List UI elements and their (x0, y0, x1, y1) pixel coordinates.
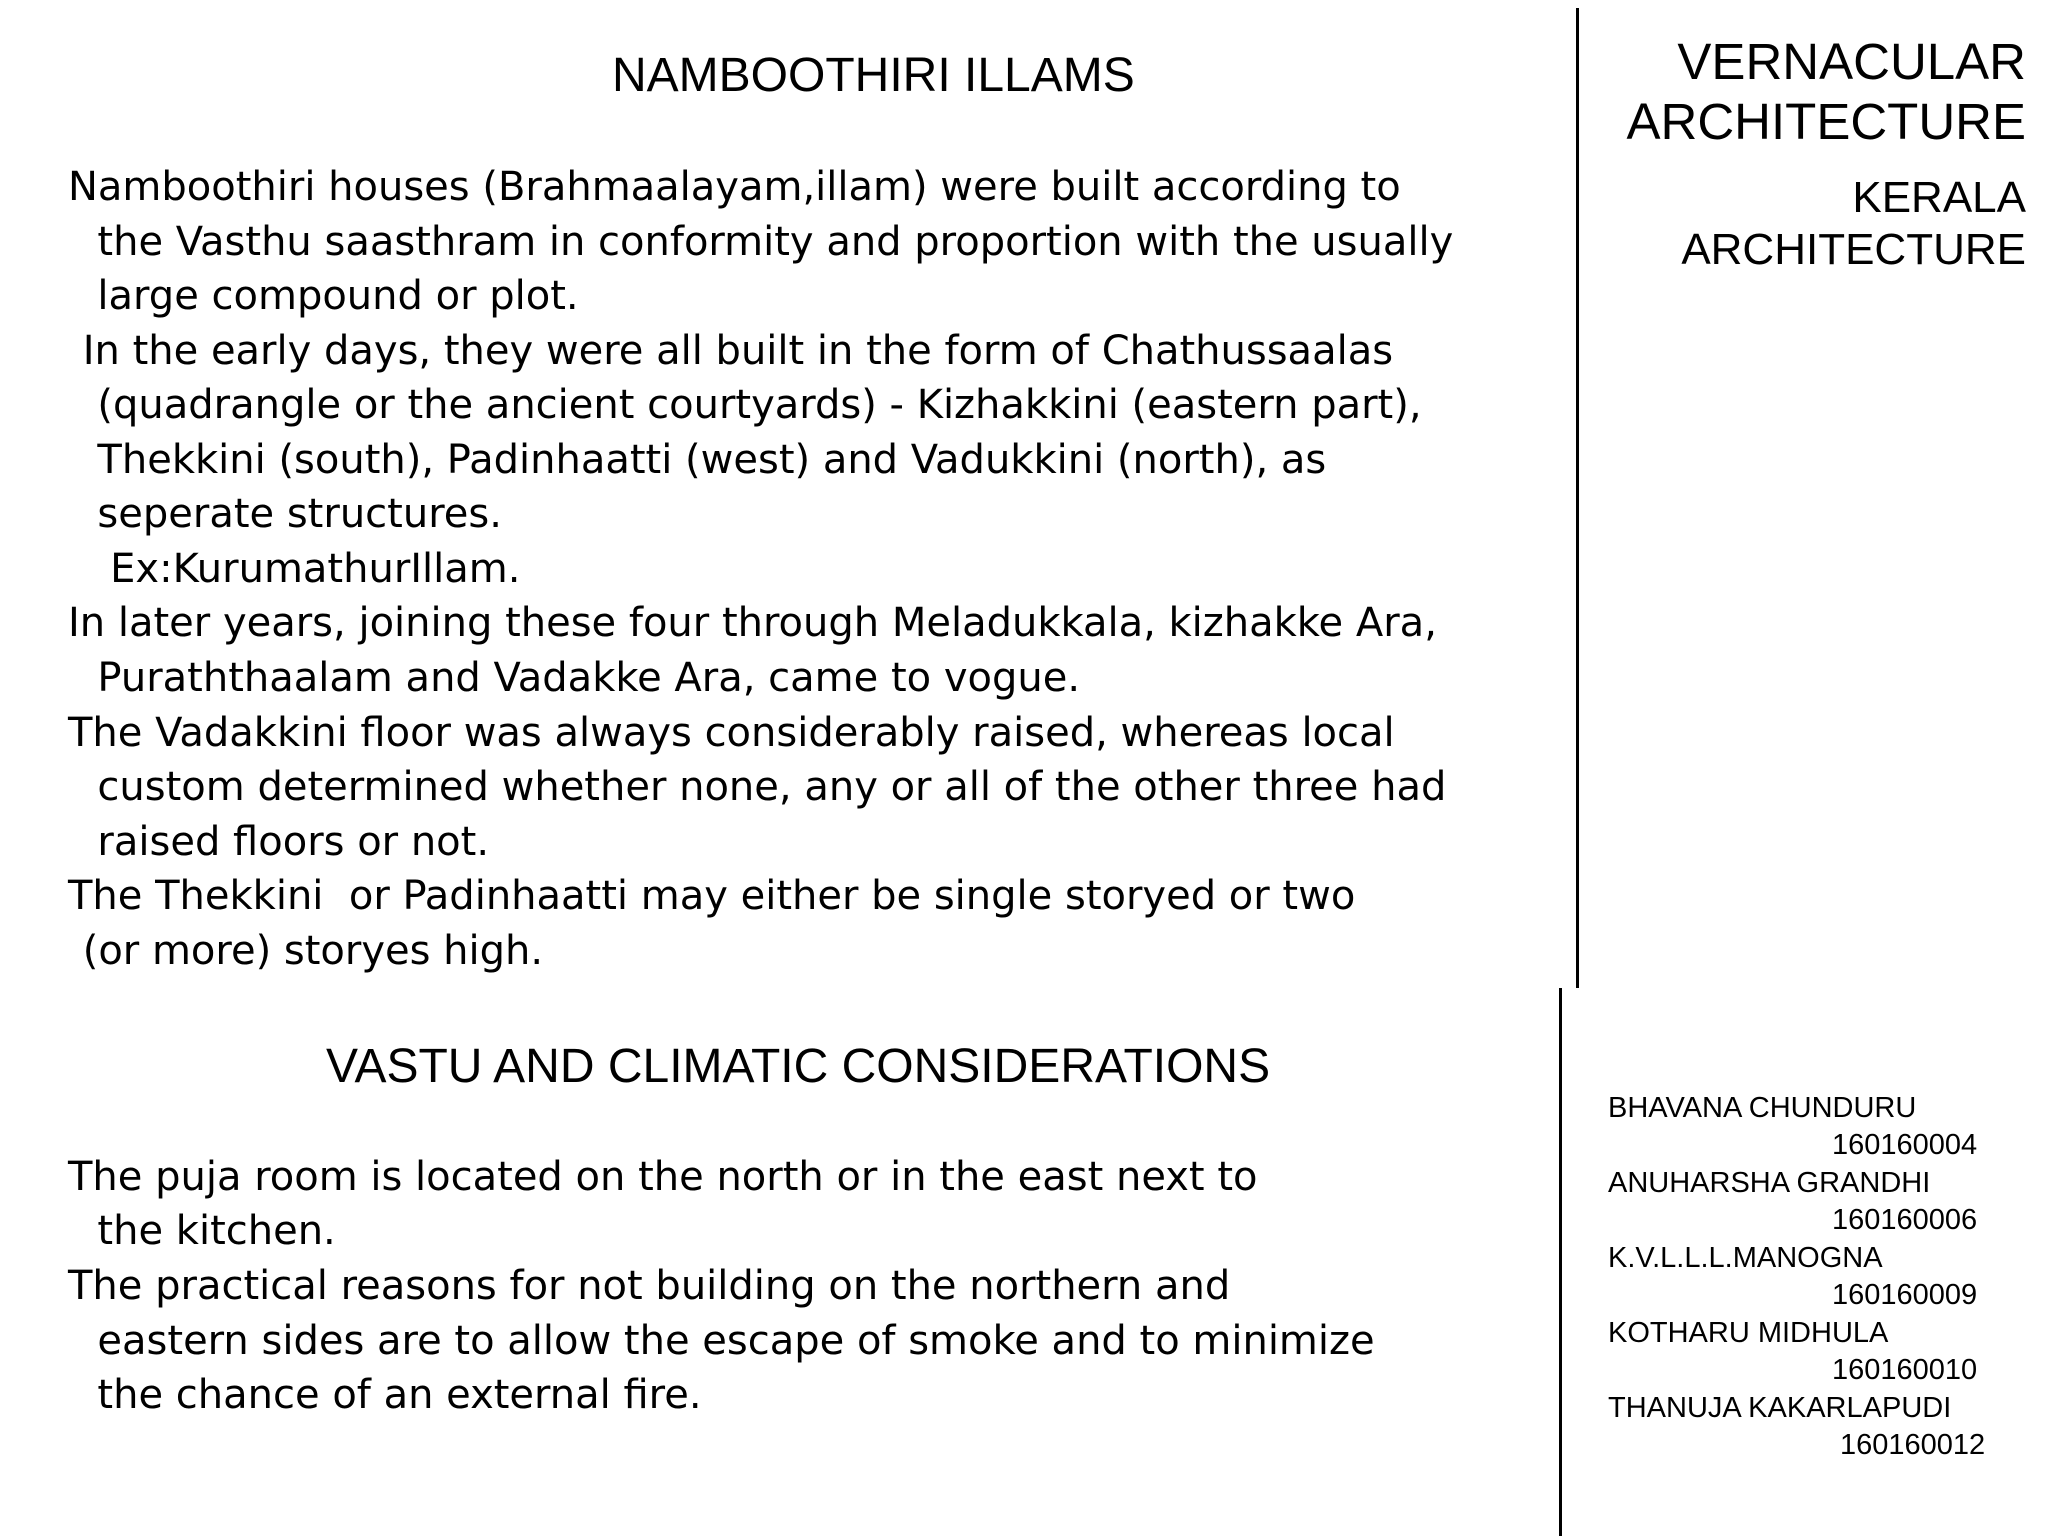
paragraph-line: Puraththaalam and Vadakke Ara, came to vogue. (72, 655, 1081, 701)
paragraph-line: the Vasthu saasthram in conformity and proportion with the usually (72, 219, 1454, 265)
paragraph-line: In later years, joining these four through Meladukkala, kizhakke Ara, (68, 600, 1437, 646)
paragraph-line: custom determined whether none, any or all of the other three had (72, 764, 1447, 810)
credit-name: ANUHARSHA GRANDHI (1608, 1167, 1931, 1199)
paragraph-line: raised floors or not. (72, 819, 490, 865)
credit-id: 160160004 (1832, 1129, 1978, 1161)
paragraph-line: Namboothiri houses (Brahmaalayam,illam) were built according to (68, 164, 1401, 210)
paragraph-line: The Thekkini or Padinhaatti may either be single storyed or two (68, 873, 1356, 919)
paragraph-line: Thekkini (south), Padinhaatti (west) and Vadukkini (north), as (72, 437, 1327, 483)
credit-name: THANUJA KAKARLAPUDI (1608, 1392, 1952, 1424)
paragraph-line: the chance of an external fire. (72, 1372, 702, 1418)
paragraph-line: Ex:KurumathurIllam. (72, 546, 521, 592)
sidebar-subtitle-line: KERALA (1852, 173, 2026, 222)
credit-id: 160160009 (1832, 1279, 1978, 1311)
paragraph-line: (quadrangle or the ancient courtyards) - Kizhakkini (eastern part), (72, 382, 1422, 428)
paragraph-line: eastern sides are to allow the escape of smoke and to minimize (72, 1318, 1375, 1364)
paragraph-line: the kitchen. (72, 1208, 336, 1254)
credit-id: 160160010 (1832, 1354, 1978, 1386)
vertical-divider (1576, 8, 1579, 988)
vertical-divider (1559, 988, 1562, 1536)
paragraph-line: large compound or plot. (72, 273, 579, 319)
sidebar-title-line: VERNACULAR (1677, 33, 2026, 90)
credit-name: KOTHARU MIDHULA (1608, 1317, 1889, 1349)
paragraph-line: seperate structures. (72, 491, 502, 537)
sidebar-subtitle-line: ARCHITECTURE (1681, 225, 2026, 274)
paragraph-line: In the early days, they were all built in the form of Chathussaalas (70, 328, 1394, 374)
sidebar-subtitle (1681, 172, 2026, 276)
credit-id: 160160012 (1840, 1429, 1986, 1461)
credit-name: K.V.L.L.L.MANOGNA (1608, 1242, 1883, 1274)
paragraph-line: The puja room is located on the north or in the east next to (68, 1154, 1258, 1200)
paragraph-line: (or more) storyes high. (70, 928, 544, 974)
sidebar-title (1626, 32, 2026, 152)
section-title: VASTU AND CLIMATIC CONSIDERATIONS (326, 1040, 1271, 1093)
paragraph-line: The practical reasons for not building on the northern and (68, 1263, 1231, 1309)
paragraph-line: The Vadakkini floor was always considerably raised, whereas local (68, 710, 1395, 756)
sidebar-title-line: ARCHITECTURE (1626, 93, 2026, 150)
credit-id: 160160006 (1832, 1204, 1978, 1236)
credit-name: BHAVANA CHUNDURU (1608, 1092, 1917, 1124)
slide-title: NAMBOOTHIRI ILLAMS (612, 49, 1135, 102)
